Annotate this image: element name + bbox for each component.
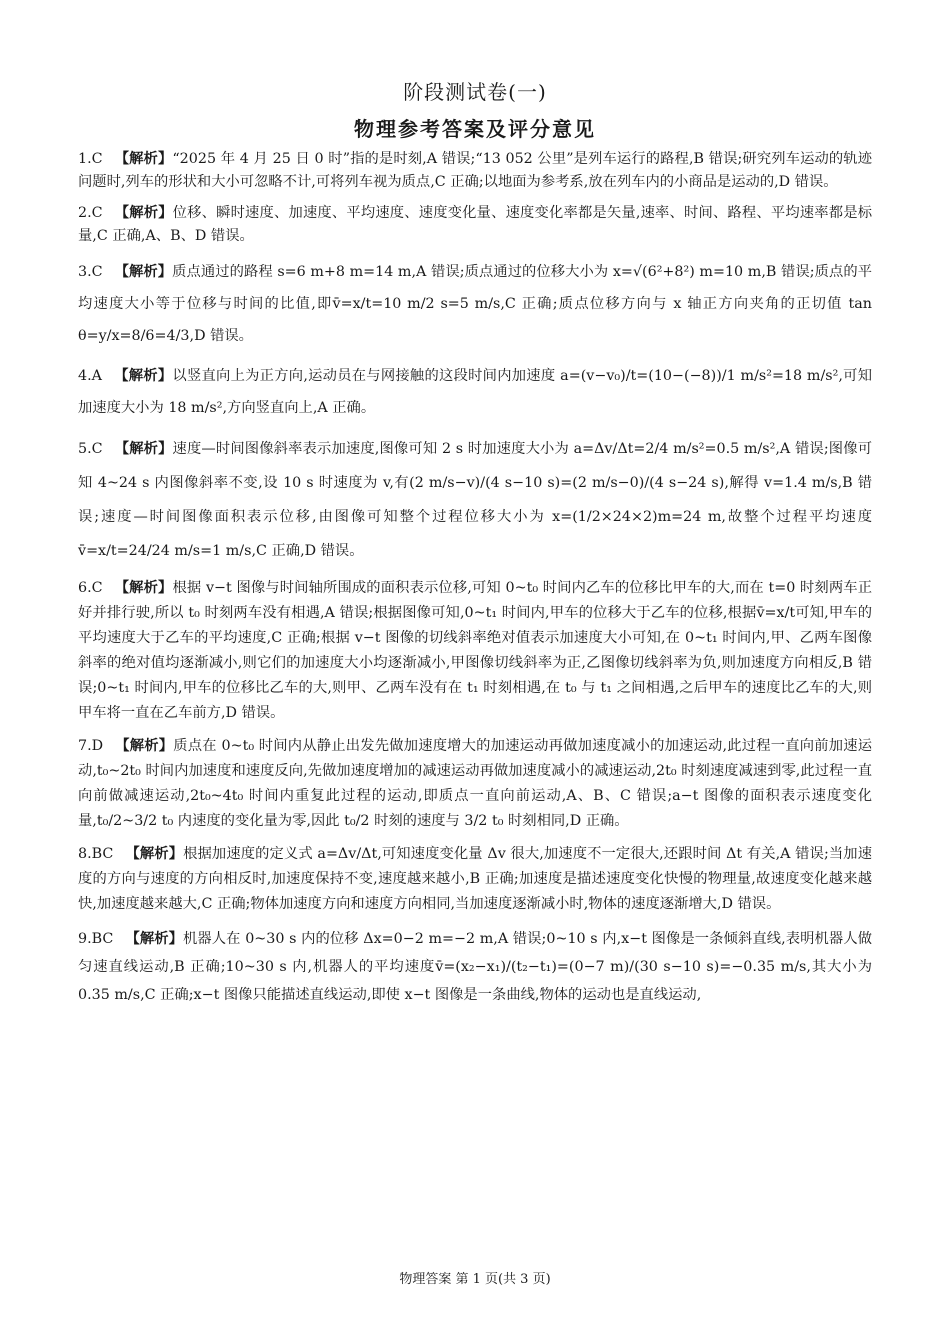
answer-item-6 (78, 576, 872, 726)
answer-text: 质点在 0~t₀ 时间内从静止出发先做加速度增大的加速运动再做加速度减小的加速运动,此过程一直向前加速运动,t₀~2t₀ 时间内加速度和速度反向,先做加速度增加的减速运动再做加速度减小的减速运动,2t₀ 时刻速度减速到零,此过程一直向前做减速运动,2t₀~4t₀ 时间内重复此过程的运动,即质点一直向前运动,A、B、C 错误;a−t 图像的面积表示速度变化量,t₀/2~3/2 t₀ 内速度的变化量为零,因此 t₀/2 时刻的速度与 3/2 t₀ 时刻相同,D 正确。 (78, 738, 873, 829)
answer-item-7 (78, 734, 872, 834)
answer-item-1 (78, 148, 872, 194)
answer-item-9 (78, 925, 872, 1009)
answer-number: 9.BC (78, 931, 114, 947)
answer-item-3 (78, 256, 872, 352)
answer-number: 7.D (78, 738, 104, 754)
analysis-tag: 【解析】 (114, 264, 173, 280)
answer-text: 速度—时间图像斜率表示加速度,图像可知 2 s 时加速度大小为 a=Δv/Δt=2/4 m/s²=0.5 m/s²,A 错误;图像可知 4~24 s 内图像斜率不变,设 10 s 时速度为 v,有(2 m/s−v)/(4 s−10 s)=(2 m/s−0)/(4 s−24 s),解得 v=1.4 m/s,B 错误;速度—时间图像面积表示位移,由图像可知整个过程位移大小为 x=(1/2×24×2)m=24 m,故整个过程平均速度v̄=x/t=24/24 m/s=1 m/s,C 正确,D 错误。 (78, 441, 872, 559)
answer-number: 5.C (78, 441, 103, 457)
answer-text: 根据 v−t 图像与时间轴所围成的面积表示位移,可知 0~t₀ 时间内乙车的位移比甲车的大,而在 t=0 时刻两车正好并排行驶,所以 t₀ 时刻两车没有相遇,A 错误;根据图像可知,0~t₁ 时间内,甲车的位移大于乙车的位移,根据v̄=x/t可知,甲车的平均速度大于乙车的平均速度,C 正确;根据 v−t 图像的切线斜率绝对值表示加速度大小可知,在 0~t₁ 时间内,甲、乙两车图像斜率的绝对值均逐渐减小,则它们的加速度大小均逐渐减小,甲图像切线斜率为正,乙图像切线斜率为负,则加速度方向相反,B 错误;0~t₁ 时间内,甲车的位移比乙车的大,则甲、乙两车没有在 t₁ 时刻相遇,在 t₀ 与 t₁ 之间相遇,之后甲车的速度比乙车的大,则甲车将一直在乙车前方,D 错误。 (78, 580, 872, 721)
answer-item-4 (78, 360, 872, 424)
test-title: 阶段测试卷(一) (403, 80, 547, 104)
answer-item-8 (78, 842, 872, 917)
analysis-tag: 【解析】 (125, 931, 184, 947)
answer-number: 6.C (78, 580, 103, 596)
analysis-tag: 【解析】 (114, 151, 173, 167)
answer-item-5 (78, 432, 872, 568)
analysis-tag: 【解析】 (114, 580, 173, 596)
answer-number: 1.C (78, 151, 103, 167)
answers-list (78, 148, 872, 1017)
answer-text: 机器人在 0~30 s 内的位移 Δx=0−2 m=−2 m,A 错误;0~10 s 内,x−t 图像是一条倾斜直线,表明机器人做匀速直线运动,B 正确;10~30 s 内,机器人的平均速度v̄=(x₂−x₁)/(t₂−t₁)=(0−7 m)/(30 s−10 s)=−0.35 m/s,其大小为 0.35 m/s,C 正确;x−t 图像只能描述直线运动,即使 x−t 图像是一条曲线,物体的运动也是直线运动, (78, 931, 873, 1003)
answer-subtitle: 物理参考答案及评分意见 (354, 117, 596, 141)
answer-text: 以竖直向上为正方向,运动员在与网接触的这段时间内加速度 a=(v−v₀)/t=(10−(−8))/1 m/s²=18 m/s²,可知加速度大小为 18 m/s²,方向竖直向上,A 正确。 (78, 368, 873, 416)
answer-number: 2.C (78, 205, 103, 221)
analysis-tag: 【解析】 (125, 846, 184, 862)
analysis-tag: 【解析】 (114, 205, 173, 221)
answer-item-2 (78, 202, 872, 248)
page-footer: 物理答案 第 1 页(共 3 页) (399, 1272, 551, 1287)
answer-number: 3.C (78, 264, 103, 280)
answer-number: 8.BC (78, 846, 114, 862)
analysis-tag: 【解析】 (115, 738, 174, 754)
answer-number: 4.A (78, 368, 102, 384)
analysis-tag: 【解析】 (114, 441, 173, 457)
answer-text: 质点通过的路程 s=6 m+8 m=14 m,A 错误;质点通过的位移大小为 x=√(6²+8²) m=10 m,B 错误;质点的平均速度大小等于位移与时间的比值,即v̄=x/t=10 m/2 s=5 m/s,C 正确;质点位移方向与 x 轴正方向夹角的正切值 tan θ=y/x=8/6=4/3,D 错误。 (78, 264, 873, 344)
answer-text: 根据加速度的定义式 a=Δv/Δt,可知速度变化量 Δv 很大,加速度不一定很大,还跟时间 Δt 有关,A 错误;当加速度的方向与速度的方向相反时,加速度保持不变,速度越来越小,B 正确;加速度是描述速度变化快慢的物理量,故速度变化越来越快,加速度越来越大,C 正确;物体加速度方向和速度方向相同,当加速度逐渐减小时,物体的速度逐渐增大,D 错误。 (78, 846, 872, 912)
answer-text: 位移、瞬时速度、加速度、平均速度、速度变化量、速度变化率都是矢量,速率、时间、路程、平均速率都是标量,C 正确,A、B、D 错误。 (78, 205, 872, 244)
answer-text: “2025 年 4 月 25 日 0 时”指的是时刻,A 错误;“13 052 公里”是列车运行的路程,B 错误;研究列车运动的轨迹问题时,列车的形状和大小可忽略不计,可将列车视为质点,C 正确;以地面为参考系,放在列车内的小商品是运动的,D 错误。 (78, 151, 873, 190)
analysis-tag: 【解析】 (113, 368, 173, 384)
